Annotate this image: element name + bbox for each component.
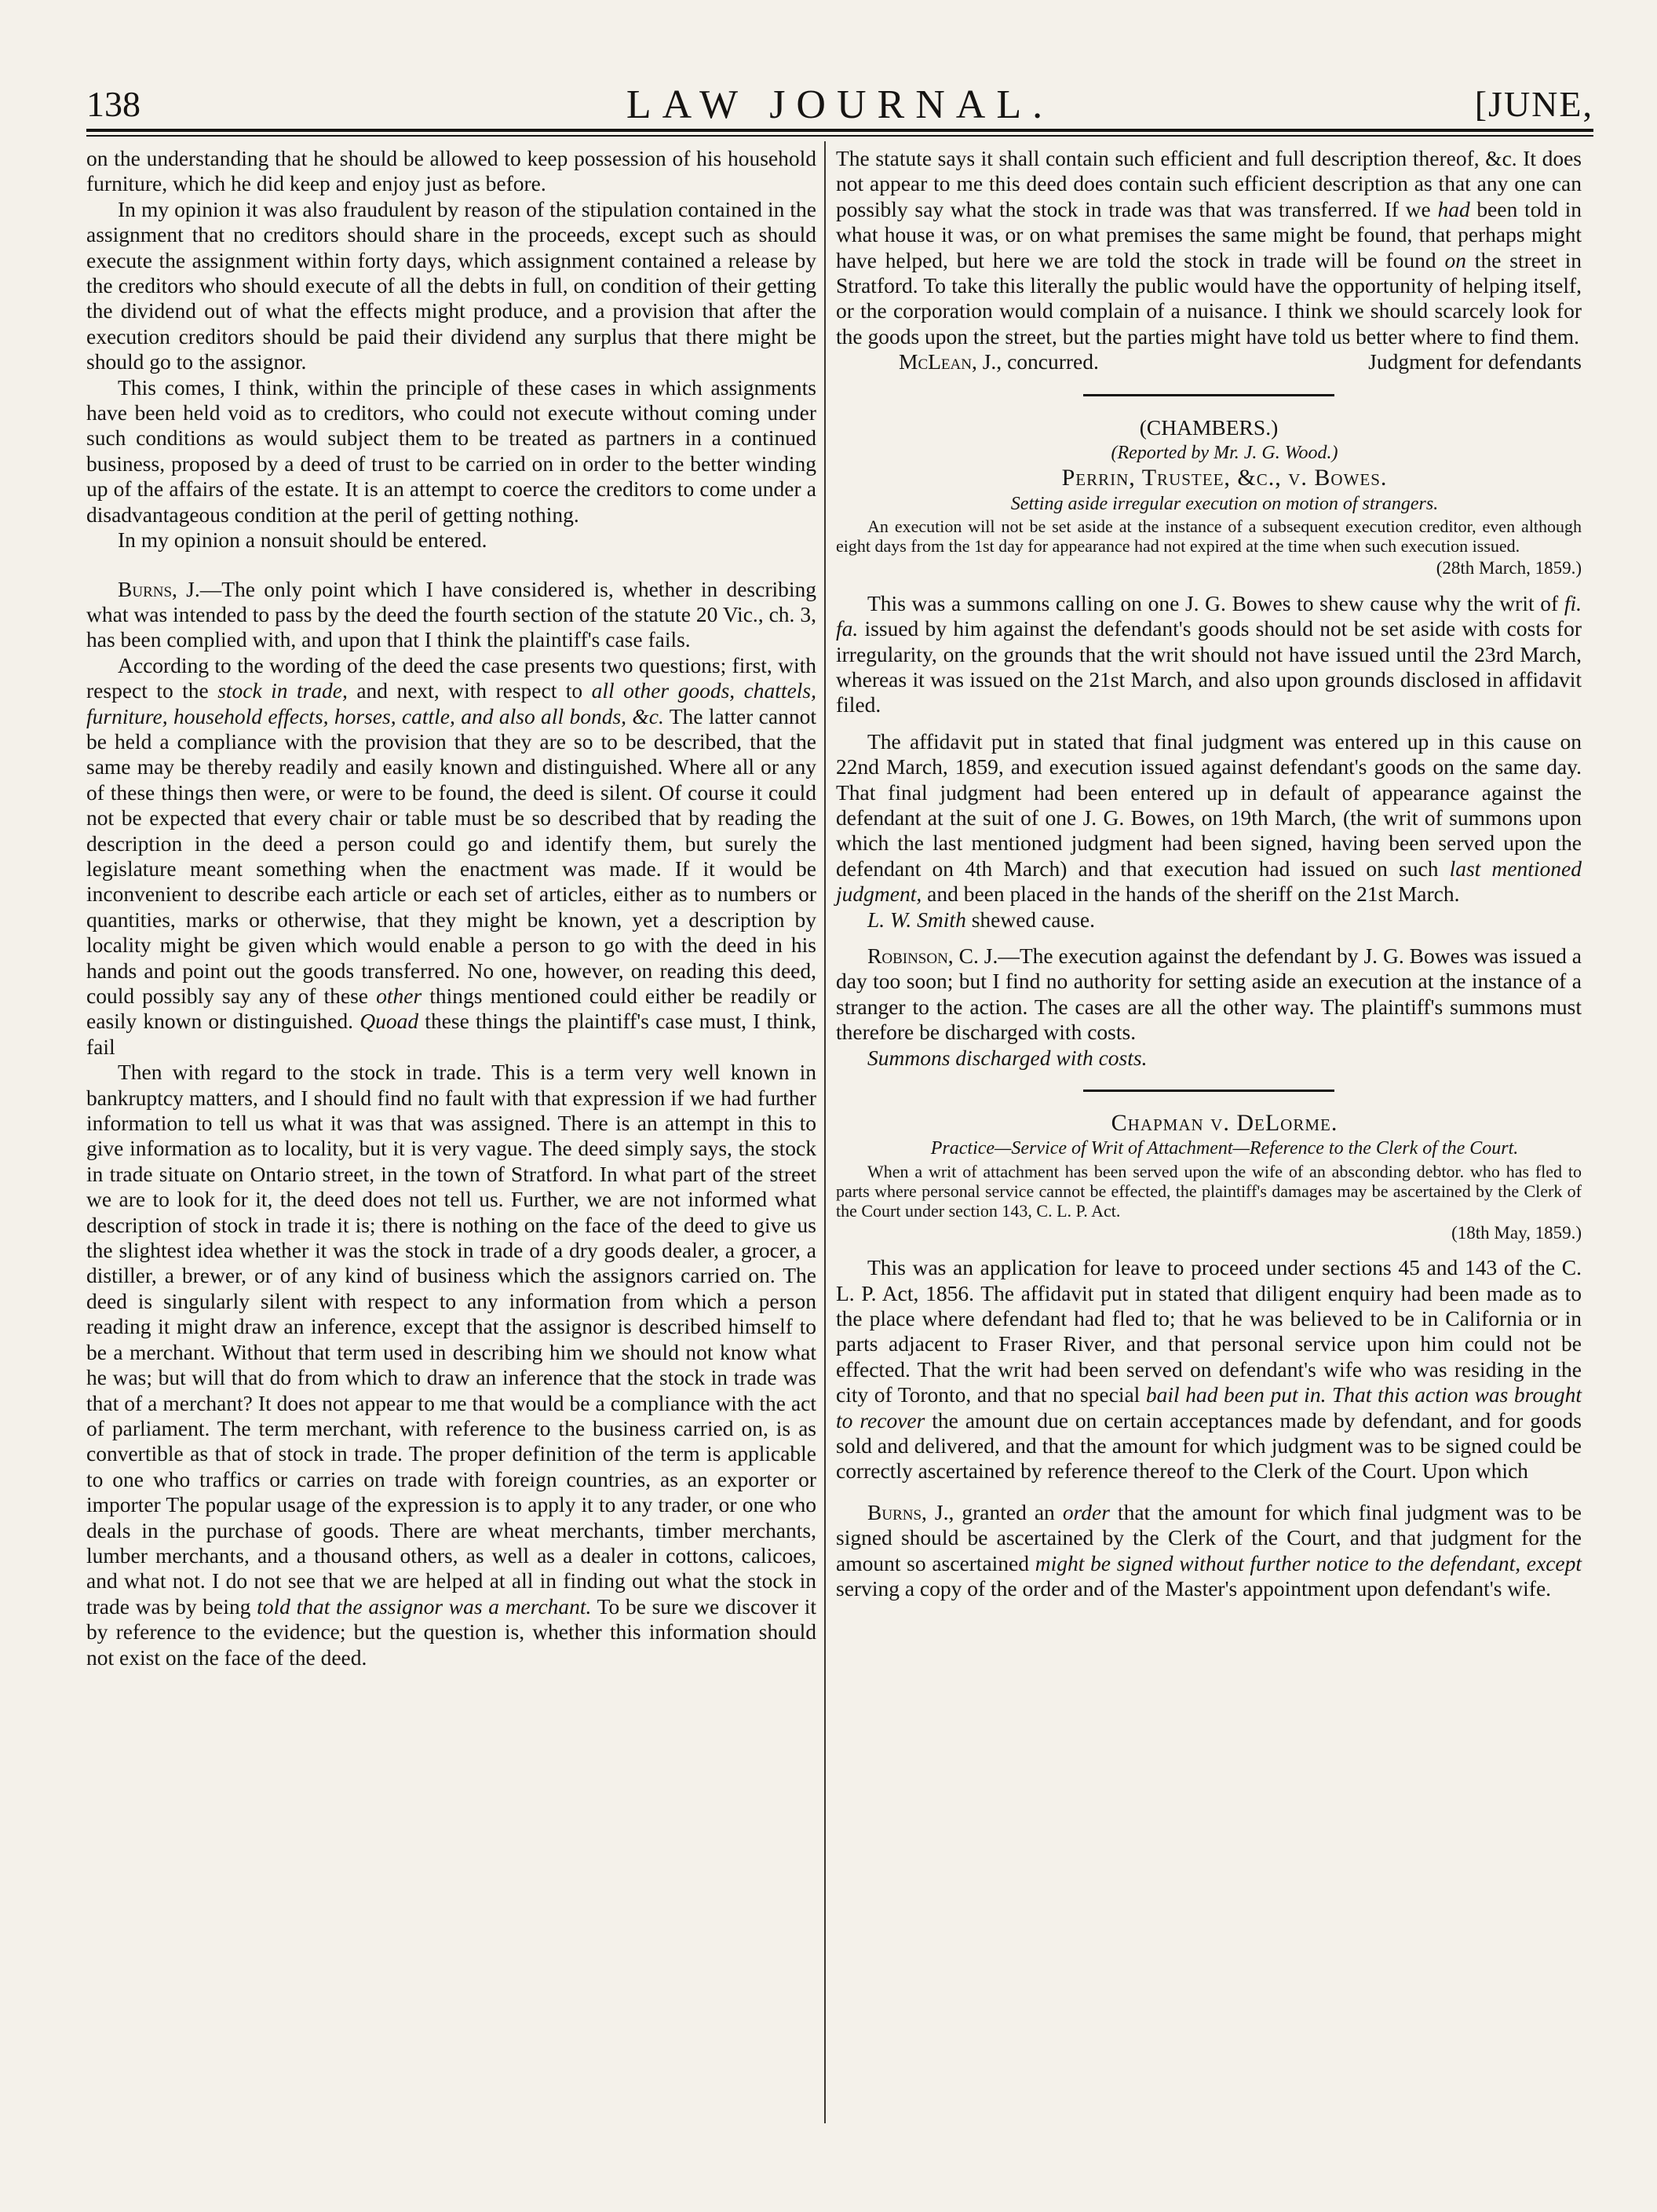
headnote: When a writ of attachment has been served upon the wife of an absconding debtor. who has fled to parts where personal service cannot be effected, the plaintiff's damages may be ascertained by the Clerk of the Court under section 143, C. L. P. Act. bbox=[836, 1161, 1582, 1221]
right-column bbox=[836, 146, 1582, 1602]
case-date: (28th March, 1859.) bbox=[1436, 558, 1582, 579]
column-divider bbox=[824, 141, 826, 2123]
judge-name: Robinson, C. J. bbox=[867, 943, 998, 968]
case-title: Chapman v. DeLorme. bbox=[1111, 1110, 1338, 1136]
paragraph: Then with regard to the stock in trade. This is a term very well known in bankruptcy matters, and I should find no fault with that expression if we had further information to tell us what it was that was assigned. There is an attempt in this to give information as to locality, but it is very vague. The deed simply says, the stock in trade situate on Ontario street, in the town of Stratford. In what part of the street we are to look for it, the deed does not tell us. Further, we are not informed what description of stock in trade it is; there is nothing on the face of the deed to give us the slightest idea whether it was the stock in trade of a dry goods dealer, a grocer, a distiller, a brewer, or of any kind of business which the assignors carried on. The deed is singularly silent with respect to any information from which a person reading it might draw an inference, except that the assignor is described himself to be a merchant. Without that term used in describing him we should not know what he was; but will that do from which to draw an inference that the stock in trade was that of a merchant? It does not appear to me that would be a compliance with the act of parliament. The term merchant, with reference to the business carried on, is as convertible as that of stock in trade. The proper definition of the term is applicable to one who traffics or carries on trade with foreign countries, as an exporter or importer The popular usage of the expression is to apply it to any trader, or one who deals in the purchase of goods. There are wheat merchants, timber merchants, lumber merchants, and a thousand others, as well as a dealer in cottons, calicoes, and what not. I do not see that we are helped at all in finding out what the stock in trade was by being told that the assignor was a merchant. To be sure we discover it by reference to the evidence; but the question is, whether this information should not exist on the face of the deed. bbox=[86, 1060, 816, 1670]
paragraph: This was an application for leave to proceed under sections 45 and 143 of the C. L. P. Act, 1856. The affidavit put in stated that diligent enquiry had been made as to the place where defendant had fled to; that he was believed to be in California or in parts adjacent to Fraser River, and that personal service upon him could not be effected. That the writ had been served on defendant's wife who was residing in the city of Toronto, and that no special bail had been put in. That this action was brought to recover the amount due on certain acceptances made by defendant, and for goods sold and delivered, and that the amount for which judgment was to be signed could be correctly ascertained by reference thereof to the Clerk of the Court. Upon which bbox=[836, 1255, 1582, 1484]
paragraph-burns-order: Burns, J., granted an order that the amount for which final judgment was to be signed should be ascertained by the Clerk of the Court, and that judgment for the amount so ascertained might be signed without further notice to the defendant, except serving a copy of the order and of the Master's appointment upon defendant's wife. bbox=[836, 1499, 1582, 1601]
paragraph: This comes, I think, within the principle of these cases in which assignments have been held void as to creditors, who could not execute without coming under such conditions as would subject them to be treated as partners in a continued business, proposed by a deed of trust to be carried on in order to the better winding up of the affairs of the estate. It is an attempt to coerce the creditors to come under a disadvantageous condition at the peril of getting nothing. bbox=[86, 374, 816, 527]
headnote: An execution will not be set aside at the instance of a subsequent execution creditor, even although eight days from the 1st day for appearance had not expired at the time when such execution issued. bbox=[836, 516, 1582, 557]
paragraph-robinson-opinion: Robinson, C. J.—The execution against the defendant by J. G. Bowes was issued a day too soon; but I find no authority for setting aside an execution at the instance of a stranger to the action. The cases are all the other way. The plaintiff's summons must therefore be discharged with costs. bbox=[836, 943, 1582, 1045]
judgment-result: Judgment for defendants bbox=[1368, 349, 1582, 374]
judge-name: McLean, J., bbox=[899, 349, 1002, 374]
paragraph: According to the wording of the deed the case presents two questions; first, with respect to the stock in trade, and next, with respect to all other goods, chattels, furniture, household effects, horses, cattle, and also all bonds, &c. The latter cannot be held a compliance with the provision that they are so to be described, that the same may be thereby readily and easily known and distinguished. Where all or any of these things then were, or were to be found, the deed is silent. Of course it could not be expected that every chair or table must be so described that by reading the description in the deed a person could go and identify them, but surely the legislature meant something when the enactment was made. If it would be inconvenient to describe each article or each set of articles, either as to numbers or quantities, marks or otherwise, that they might be known, yet a description by locality might be given which would enable a person to go with the deed in his hands and point out the goods transferred. No one, however, on reading this deed, could possibly say any of these other things mentioned could either be readily or easily known or distinguished. Quoad these things the plaintiff's case must, I think, fail bbox=[86, 652, 816, 1059]
page-number: 138 bbox=[86, 84, 141, 124]
paragraph: L. W. Smith shewed cause. bbox=[867, 907, 1095, 932]
paragraph: The statute says it shall contain such efficient and full description thereof, &c. It does not appear to me this deed does contain such efficient description as that any one can possibly say what the stock in trade was that was transferred. If we had been told in what house it was, or on what premises the same might be found, that perhaps might have helped, but here we are told the stock in trade will be found on the street in Stratford. To take this literally the public would have the opportunity of helping itself, or the corporation would complain of a nuisance. I think we should scarcely look for the goods upon the street, but the parties might have told us better where to find them. bbox=[836, 146, 1582, 349]
section-rule bbox=[1083, 394, 1334, 396]
section-rule bbox=[1083, 1090, 1334, 1092]
paragraph: on the understanding that he should be allowed to keep possession of his household furniture, which he did keep and enjoy just as before. bbox=[86, 146, 816, 196]
concurrence-line: McLean, J., concurred. Judgment for defendants bbox=[899, 349, 1582, 374]
paragraph: In my opinion it was also fraudulent by reason of the stipulation contained in the assignment that no creditors should share in the proceeds, except such as should execute the assignment within forty days, which assignment contained a release by the creditors who should execute of all the debts in full, on condition of their getting the dividend out of what the effects might produce, and a provision that after the execution creditors should be paid their dividend any surplus that there might be should go to the assignor. bbox=[86, 196, 816, 374]
paragraph: The affidavit put in stated that final judgment was entered up in this cause on 22nd March, 1859, and execution issued against defendant's goods on the same day. That final judgment had been entered up in default of appearance against the defendant at the suit of one J. G. Bowes, on 19th March, (the writ of summons upon which the last mentioned judgment had been signed, having been served upon the defendant on 4th March) and that execution had issued on such last mentioned judgment, and been placed in the hands of the sheriff on the 21st March. bbox=[836, 728, 1582, 907]
page-header bbox=[86, 78, 1593, 133]
judge-name: Burns, J., bbox=[867, 1499, 954, 1524]
judge-name: Burns, J. bbox=[118, 576, 200, 601]
court-label: (CHAMBERS.) bbox=[1139, 414, 1279, 440]
left-column bbox=[86, 146, 816, 1670]
case-subtitle: Practice—Service of Writ of Attachment—Reference to the Clerk of the Court. bbox=[930, 1138, 1519, 1159]
case-title: Perrin, Trustee, &c., v. Bowes. bbox=[1061, 465, 1388, 491]
header-rule-thick bbox=[86, 129, 1593, 132]
case-subtitle: Setting aside irregular execution on motion of strangers. bbox=[1010, 493, 1439, 514]
paragraph-burns-opinion: Burns, J.—The only point which I have considered is, whether in describing what was intended to pass by the deed the fourth section of the statute 20 Vic., ch. 3, has been complied with, and upon that I think the plaintiff's case fails. bbox=[86, 576, 817, 652]
running-title: LAW JOURNAL. bbox=[626, 82, 1054, 127]
header-rule-thin bbox=[86, 135, 1593, 137]
reporter-line: (Reported by Mr. J. G. Wood.) bbox=[1111, 443, 1338, 464]
case-date: (18th May, 1859.) bbox=[1451, 1222, 1582, 1243]
case-result: Summons discharged with costs. bbox=[867, 1045, 1148, 1070]
month-label: [JUNE, bbox=[1474, 84, 1593, 124]
paragraph: This was a summons calling on one J. G. Bowes to shew cause why the writ of fi. fa. issued by him against the defendant's goods should not be set aside with costs for irregularity, on the grounds that the writ should not have issued until the 23rd March, whereas it was issued on the 21st March, and also upon grounds disclosed in affidavit filed. bbox=[836, 590, 1582, 717]
paragraph: In my opinion a nonsuit should be entered. bbox=[118, 527, 487, 553]
